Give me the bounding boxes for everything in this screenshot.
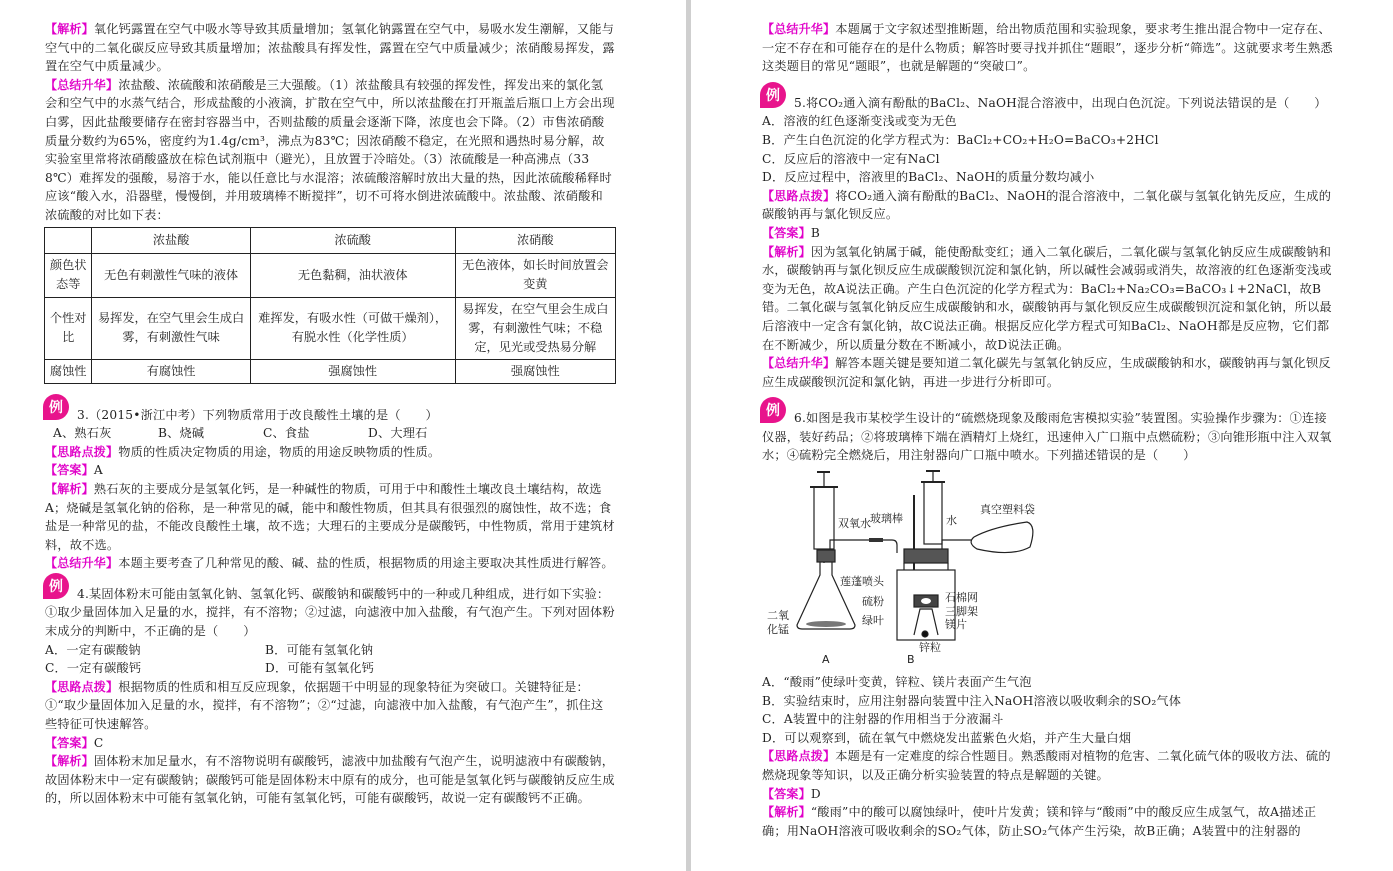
option-b: B、烧碱 bbox=[158, 426, 205, 441]
experiment-apparatus-diagram bbox=[762, 467, 1062, 667]
label-sulfur: 硫粉 bbox=[862, 595, 884, 609]
answer-paragraph: 【答案】B bbox=[762, 225, 820, 240]
table-cell: 无色黏稠，油状液体 bbox=[250, 253, 455, 297]
label-shower-head: 莲蓬喷头 bbox=[840, 575, 884, 589]
table-cell: 无色有刺激性气味的液体 bbox=[92, 253, 250, 297]
summary-paragraph: 【总结升华】浓盐酸、浓硫酸和浓硝酸是三大强酸。（1）浓盐酸具有较强的挥发性，挥发出来的氯化氢会和空气中的水蒸气结合，形成盐酸的小液滴，扩散在空气中，所以浓盐酸在打开瓶盖后瓶口上方会出现白雾，因此盐酸要储存在密封容器当中，否则盐酸的质量会逐渐下降，浓度也会下降。（2）市售浓硝酸质量分数约为65%，密度约为1.4g/cm³，沸点为83℃；因浓硝酸不稳定，在光照和遇热时易分解，故实验室里常将浓硝酸盛放在棕色试剂瓶中（避光），且放置于冷暗处。（3）浓硫酸是一种高沸点（338℃）难挥发的强酸，易溶于水，能以任意比与水混溶；浓硫酸溶解时放出大量的热，因此浓硫酸稀释时应该“酸入水，沿器壁，慢慢倒，并用玻璃棒不断搅拌”，切不可将水倒进浓硫酸中。浓盐酸、浓硝酸和浓硫酸的对比如下表： bbox=[45, 77, 615, 222]
summary-paragraph: 【总结升华】本题主要考查了几种常见的酸、碱、盐的性质，根据物质的用途主要取决其性质进行解答。 bbox=[45, 556, 614, 571]
example-3 bbox=[45, 399, 615, 573]
table-row bbox=[45, 297, 616, 359]
option-d: D、大理石 bbox=[368, 426, 428, 441]
label-mno2-1: 二氧 bbox=[767, 609, 789, 623]
label-glass-rod: 玻璃棒 bbox=[870, 512, 903, 526]
table-cell: 强腐蚀性 bbox=[455, 359, 615, 383]
example-badge-icon: 例 bbox=[43, 573, 69, 599]
label-h2o2: 双氧水 bbox=[838, 517, 871, 531]
label-zn: 锌粒 bbox=[919, 641, 941, 655]
table-header-cell: 浓盐酸 bbox=[92, 227, 250, 253]
label-mno2-2: 化锰 bbox=[767, 623, 789, 637]
analysis-paragraph: 【解析】熟石灰的主要成分是氢氧化钙，是一种碱性的物质，可用于中和酸性土壤改良土壤结构，故选A；烧碱是氢氧化钠的俗称，是一种常见的碱，能中和酸性物质，但其具有很强烈的腐蚀性，故不选；食盐是一种常见的盐，不能改良酸性土壤，故不选；大理石的主要成分是碳酸钙，中性物质，常用于建筑材料，故不选。 bbox=[45, 481, 615, 552]
answer-paragraph: 【答案】C bbox=[45, 735, 104, 750]
table-header-cell bbox=[45, 227, 92, 253]
summary-tag: 【总结升华】 bbox=[45, 77, 119, 92]
summary-paragraph: 【总结升华】本题属于文字叙述型推断题，给出物质范围和实验现象，要求考生推出混合物中一定存在、一定不存在和可能存在的是什么物质；解答时要寻找并抓住“题眼”，逐步分析“筛选”。这就要求考生熟悉这类题目的常见“题眼”，也就是解题的“突破口”。 bbox=[762, 22, 1333, 74]
label-tripod: 三脚架 bbox=[945, 605, 978, 619]
option-d: D．可能有氢氧化钙 bbox=[265, 661, 375, 676]
table-header-row bbox=[45, 227, 616, 253]
example-badge-icon: 例 bbox=[760, 82, 786, 108]
example-4 bbox=[45, 578, 615, 808]
question-options bbox=[45, 424, 615, 443]
option-b: B．实验结束时，应用注射器向装置中注入NaOH溶液以吸收剩余的SO₂气体 bbox=[762, 693, 1182, 708]
table-cell: 易挥发，在空气里会生成白雾，有刺激性气味 bbox=[92, 297, 250, 359]
analysis-paragraph: 【解析】氧化钙露置在空气中吸水等导致其质量增加；氢氧化钠露置在空气中，易吸水发生潮解，又能与空气中的二氧化碳反应导致其质量增加；浓盐酸具有挥发性，露置在空气中质量减少；浓硝酸易挥发，露置在空气中质量减少。 bbox=[45, 22, 615, 74]
right-column bbox=[762, 20, 1334, 840]
example-badge-icon: 例 bbox=[760, 397, 786, 423]
option-a: A．一定有碳酸钠 bbox=[45, 642, 141, 657]
table-row bbox=[45, 253, 616, 297]
summary-paragraph: 【总结升华】解答本题关键是要知道二氧化碳先与氢氧化钠反应，生成碳酸钠和水，碳酸钠再与氯化钡反应生成碳酸钡沉淀和氯化钠，再进一步进行分析即可。 bbox=[762, 356, 1331, 389]
option-a: A、熟石灰 bbox=[53, 426, 112, 441]
label-a: A bbox=[822, 653, 830, 667]
table-cell: 腐蚀性 bbox=[45, 359, 92, 383]
example-6 bbox=[762, 405, 1334, 840]
table-cell: 易挥发，在空气里会生成白雾，有刺激性气味；不稳定，见光或受热易分解 bbox=[455, 297, 615, 359]
label-mg: 镁片 bbox=[945, 618, 967, 632]
table-cell: 强腐蚀性 bbox=[250, 359, 455, 383]
acid-comparison-table bbox=[44, 227, 616, 384]
example-5 bbox=[762, 87, 1334, 392]
table-cell: 难挥发，有吸水性（可做干燥剂），有脱水性（化学性质） bbox=[250, 297, 455, 359]
label-asbestos: 石棉网 bbox=[945, 591, 978, 605]
question-title: 4.某固体粉末可能由氢氧化钠、氢氧化钙、碳酸钠和碳酸钙中的一种或几种组成，进行如下实验：①取少量固体加入足量的水，搅拌，有不溶物；②过滤，向滤液中加入盐酸，有气泡产生。下列对固体粉末成分的判断中，不正确的是（ ） bbox=[45, 586, 615, 639]
table-cell: 颜色状态等 bbox=[45, 253, 92, 297]
option-d: D．反应过程中，溶液里的BaCl₂、NaOH的质量分数均减小 bbox=[762, 170, 1095, 185]
hint-paragraph: 【思路点拨】将CO₂通入滴有酚酞的BaCl₂、NaOH的混合溶液中，二氧化碳与氢氧化钠先反应，生成的碳酸钠再与氯化钡反应。 bbox=[762, 188, 1332, 222]
answer-paragraph: 【答案】D bbox=[762, 786, 821, 801]
question-options bbox=[45, 641, 615, 660]
hint-paragraph: 【思路点拨】物质的性质决定物质的用途，物质的用途反映物质的性质。 bbox=[45, 444, 441, 459]
question-title: 3.（2015•浙江中考）下列物质常用于改良酸性土壤的是（ ） bbox=[77, 407, 438, 422]
table-header-cell: 浓硫酸 bbox=[250, 227, 455, 253]
analysis-paragraph: 【解析】因为氢氧化钠属于碱，能使酚酞变红；通入二氧化碳后，二氧化碳与氢氧化钠反应生成碳酸钠和水，碳酸钠再与氯化钡反应生成碳酸钡沉淀和氯化钠，所以碱性会减弱或消失，故溶液的红色逐渐变浅或变为无色，故A说法正确。产生白色沉淀的化学方程式为：BaCl₂+Na₂CO₃=BaCO₃↓+2NaCl，故B错。二氧化碳与氢氧化钠反应生成碳酸钠和水，碳酸钠再与氯化钡反应生成碳酸钡沉淀和氯化钠，所以最后溶液中一定含有氯化钠，故C说法正确。根据反应化学方程式可知BaCl₂、NaOH都是反应物，它们都在不断减少，所以质量分数在不断减小，故D说法正确。 bbox=[762, 244, 1332, 352]
table-cell: 有腐蚀性 bbox=[92, 359, 250, 383]
table-row bbox=[45, 359, 616, 383]
option-d: D．可以观察到，硫在氧气中燃烧发出蓝紫色火焰，并产生大量白烟 bbox=[762, 730, 1132, 745]
hint-paragraph: 【思路点拨】本题是有一定难度的综合性题目。熟悉酸雨对植物的危害、二氧化硫气体的吸收方法、硫的燃烧现象等知识，以及正确分析实验装置的特点是解题的关键。 bbox=[762, 749, 1331, 783]
label-vacuum-bag: 真空塑料袋 bbox=[980, 503, 1035, 517]
option-c: C．A装置中的注射器的作用相当于分液漏斗 bbox=[762, 712, 1004, 727]
table-cell: 个性对比 bbox=[45, 297, 92, 359]
table-header-cell: 浓硝酸 bbox=[455, 227, 615, 253]
hint-paragraph: 【思路点拨】根据物质的性质和相互反应现象，依据题干中明显的现象特征为突破口。关键特征是：①“取少量固体加入足量的水，搅拌，有不溶物”；②“过滤，向滤液中加入盐酸，有气泡产生”，抓住这些特征可快速解答。 bbox=[45, 679, 604, 732]
example-badge-icon: 例 bbox=[43, 394, 69, 420]
label-b: B bbox=[907, 653, 915, 667]
question-options bbox=[45, 659, 615, 678]
analysis-paragraph: 【解析】固体粉末加足量水，有不溶物说明有碳酸钙，滤液中加盐酸有气泡产生，说明滤液中有碳酸钠，故固体粉末中一定有碳酸钠；碳酸钙可能是固体粉末中原有的成分，也可能是氢氧化钙与碳酸钠反应生成的，所以固体粉末中可能有氢氧化钠，可能有氢氧化钙，可能有碳酸钙，故说一定有碳酸钙不正确。 bbox=[45, 754, 615, 806]
option-a: A．“酸雨”使绿叶变黄，锌粒、镁片表面产生气泡 bbox=[762, 675, 1032, 690]
option-a: A．溶液的红色逐渐变浅或变为无色 bbox=[762, 114, 957, 129]
label-leaf: 绿叶 bbox=[862, 614, 884, 628]
option-c: C、食盐 bbox=[263, 426, 310, 441]
left-column bbox=[45, 20, 615, 808]
option-c: C．一定有碳酸钙 bbox=[45, 661, 142, 676]
label-water: 水 bbox=[946, 514, 957, 528]
option-c: C．反应后的溶液中一定有NaCl bbox=[762, 151, 940, 166]
option-b: B．产生白色沉淀的化学方程式为：BaCl₂+CO₂+H₂O=BaCO₃+2HCl bbox=[762, 132, 1159, 147]
question-title: 6.如图是我市某校学生设计的“硫燃烧现象及酸雨危害模拟实验”装置图。实验操作步骤为：①连接仪器，装好药品；②将玻璃棒下端在酒精灯上烧红，迅速伸入广口瓶中点燃硫粉；③向锥形瓶中注入双氧水；④硫粉完全燃烧后，用注射器向广口瓶中喷水。下列描述错误的是（ ） bbox=[762, 411, 1332, 463]
option-b: B．可能有氢氧化钠 bbox=[265, 642, 374, 657]
analysis-paragraph: 【解析】“酸雨”中的酸可以腐蚀绿叶，使叶片发黄；镁和锌与“酸雨”中的酸反应生成氢气，故A描述正确；用NaOH溶液可吸收剩余的SO₂气体，防止SO₂气体产生污染，故B正确；A装置中的注射器的 bbox=[762, 805, 1317, 838]
answer-paragraph: 【答案】A bbox=[45, 463, 103, 478]
analysis-tag: 【解析】 bbox=[45, 22, 94, 36]
question-title: 5.将CO₂通入滴有酚酞的BaCl₂、NaOH混合溶液中，出现白色沉淀。下列说法错误的是（ ） bbox=[794, 95, 1327, 110]
table-cell: 无色液体，如长时间放置会变黄 bbox=[455, 253, 615, 297]
